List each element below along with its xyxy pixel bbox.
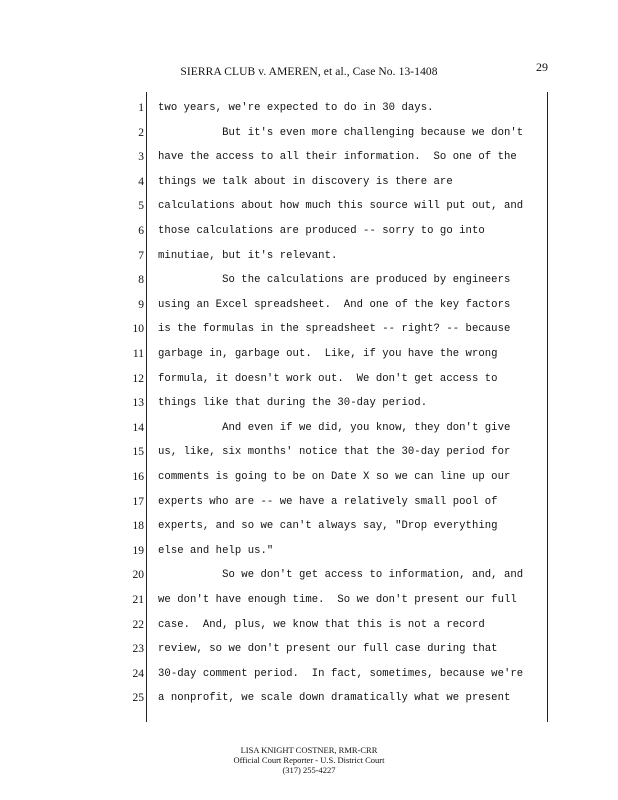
transcript-line [112, 342, 552, 367]
transcript-line [112, 686, 552, 711]
line-text: review, so we don't present our full case during that [158, 643, 498, 656]
transcript-line [112, 244, 552, 269]
line-text: a nonprofit, we scale down dramatically what we present [158, 692, 511, 705]
line-text: garbage in, garbage out. Like, if you have the wrong [158, 348, 498, 360]
line-text: two years, we're expected to do in 30 days. [158, 102, 434, 114]
transcript-line [112, 194, 552, 219]
line-text: using an Excel spreadsheet. And one of the key factors [158, 298, 511, 311]
line-number: 12 [132, 372, 144, 385]
line-text: So we don't get access to information, and, and [158, 569, 524, 582]
line-number: 20 [132, 569, 144, 582]
line-text: calculations about how much this source will put out, and [158, 200, 524, 213]
transcript-line [112, 317, 552, 342]
line-number: 25 [132, 692, 144, 705]
line-text: experts who are -- we have a relatively small pool of [158, 495, 498, 508]
transcript-line [112, 465, 552, 490]
line-text: 30-day comment period. In fact, sometimes, because we're [158, 667, 524, 680]
transcript-line [112, 539, 552, 564]
line-text: is the formulas in the spreadsheet -- right? -- because [158, 323, 511, 336]
line-text: minutiae, but it's relevant. [158, 249, 338, 262]
line-number: 9 [138, 298, 144, 311]
line-number: 18 [132, 520, 144, 533]
transcript-line [112, 514, 552, 539]
transcript-line [112, 219, 552, 244]
line-text: So the calculations are produced by engineers [158, 274, 511, 287]
page-number: 29 [536, 60, 548, 74]
line-text: comments is going to be on Date X so we can line up our [158, 471, 511, 483]
line-number: 7 [138, 249, 144, 262]
line-number: 22 [132, 618, 144, 631]
line-text: things we talk about in discovery is there are [158, 175, 453, 188]
transcript-line [112, 613, 552, 638]
line-text: formula, it doesn't work out. We don't get access to [158, 372, 498, 385]
transcript-line [112, 367, 552, 392]
transcript-line [112, 293, 552, 318]
line-number: 23 [132, 643, 144, 656]
transcript-line [112, 170, 552, 195]
transcript-line [112, 563, 552, 588]
line-number: 21 [132, 594, 144, 606]
line-text: things like that during the 30-day period. [158, 397, 428, 410]
reporter-name: LISA KNIGHT COSTNER, RMR-CRR [240, 745, 378, 755]
transcript-line [112, 440, 552, 465]
line-text: us, like, six months' notice that the 30-day period for [158, 446, 511, 459]
line-text: have the access to all their information. So one of the [158, 151, 517, 164]
transcript-line [112, 96, 552, 121]
line-number: 4 [138, 175, 144, 188]
line-number: 15 [132, 446, 144, 459]
reporter-title: Official Court Reporter - U.S. District Court [233, 755, 385, 765]
line-text: But it's even more challenging because we don't [158, 126, 524, 139]
line-text: experts, and so we can't always say, "Drop everything [158, 520, 498, 533]
line-number: 6 [138, 225, 144, 237]
line-text: those calculations are produced -- sorry to go into [158, 225, 485, 237]
line-number: 5 [138, 200, 144, 213]
case-caption: SIERRA CLUB v. AMEREN, et al., Case No. 13-1408 [180, 66, 438, 78]
line-number: 8 [138, 274, 144, 287]
transcript-line [112, 121, 552, 146]
line-number: 24 [132, 667, 144, 680]
line-number: 3 [138, 151, 144, 164]
transcript-line [112, 662, 552, 687]
reporter-phone: (317) 255-4227 [282, 765, 336, 775]
transcript-line [112, 145, 552, 170]
line-text: And even if we did, you know, they don't give [158, 421, 511, 434]
line-number: 11 [132, 348, 144, 360]
line-text: we don't have enough time. So we don't present our full [158, 594, 517, 606]
transcript-line [112, 268, 552, 293]
line-number: 10 [132, 323, 144, 336]
line-number: 17 [132, 495, 144, 508]
line-number: 13 [132, 397, 144, 410]
transcript-line [112, 391, 552, 416]
transcript-line [112, 490, 552, 515]
transcript-line [112, 588, 552, 613]
line-number: 16 [132, 471, 144, 483]
transcript-line [112, 637, 552, 662]
line-number: 2 [138, 126, 144, 139]
line-text: case. And, plus, we know that this is not a record [158, 618, 485, 631]
transcript-line [112, 416, 552, 441]
line-number: 14 [132, 421, 144, 434]
line-number: 1 [138, 102, 144, 114]
line-text: else and help us." [158, 544, 274, 557]
line-number: 19 [132, 544, 144, 557]
